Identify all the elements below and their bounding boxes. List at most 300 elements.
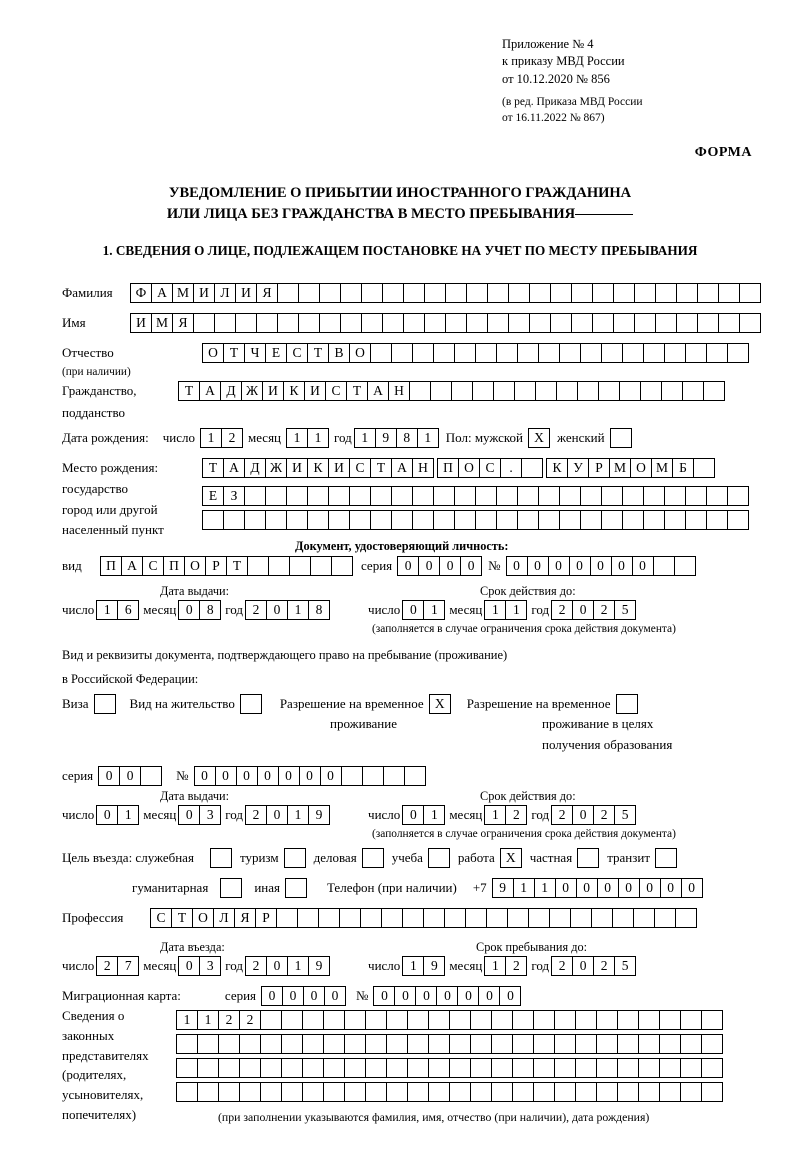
form-cell[interactable]: 0: [439, 556, 461, 576]
form-cell[interactable]: [682, 381, 704, 401]
form-cell[interactable]: 1: [287, 600, 309, 620]
form-cell[interactable]: [693, 458, 715, 478]
form-cell[interactable]: 0: [236, 766, 258, 786]
form-cell[interactable]: [386, 1058, 408, 1078]
form-cell[interactable]: 1: [484, 600, 506, 620]
form-cell[interactable]: [223, 510, 245, 530]
form-cell[interactable]: [643, 510, 665, 530]
form-cell[interactable]: [433, 486, 455, 506]
form-cell[interactable]: [739, 283, 761, 303]
form-cell[interactable]: [577, 848, 599, 868]
form-cell[interactable]: [533, 1058, 555, 1078]
form-cell[interactable]: И: [304, 381, 326, 401]
form-cell[interactable]: [260, 1058, 282, 1078]
form-cell[interactable]: Ч: [244, 343, 266, 363]
form-cell[interactable]: Я: [172, 313, 194, 333]
form-cell[interactable]: [659, 1010, 681, 1030]
form-cell[interactable]: [638, 1010, 660, 1030]
form-cell[interactable]: [202, 510, 224, 530]
form-cell[interactable]: 0: [415, 986, 437, 1006]
stay-number-input[interactable]: [194, 766, 426, 786]
form-cell[interactable]: [391, 510, 413, 530]
form-cell[interactable]: О: [349, 343, 371, 363]
form-cell[interactable]: 1: [505, 600, 527, 620]
form-cell[interactable]: 0: [555, 878, 577, 898]
form-cell[interactable]: [331, 556, 353, 576]
form-cell[interactable]: [403, 283, 425, 303]
form-cell[interactable]: 2: [245, 956, 267, 976]
mig-number-input[interactable]: [373, 986, 521, 1006]
form-cell[interactable]: [486, 908, 508, 928]
form-cell[interactable]: П: [100, 556, 122, 576]
form-cell[interactable]: [685, 486, 707, 506]
form-cell[interactable]: [472, 381, 494, 401]
form-cell[interactable]: 6: [117, 600, 139, 620]
form-cell[interactable]: 0: [178, 805, 200, 825]
form-cell[interactable]: Е: [265, 343, 287, 363]
form-cell[interactable]: А: [199, 381, 221, 401]
purpose-business-checkbox[interactable]: [362, 848, 384, 868]
form-cell[interactable]: [475, 486, 497, 506]
form-cell[interactable]: [409, 381, 431, 401]
form-cell[interactable]: [382, 283, 404, 303]
birth-city-row3-input[interactable]: [202, 510, 749, 530]
form-cell[interactable]: 1: [534, 878, 556, 898]
form-cell[interactable]: [260, 1034, 282, 1054]
form-cell[interactable]: [512, 1034, 534, 1054]
form-cell[interactable]: 0: [457, 986, 479, 1006]
surname-input[interactable]: [130, 283, 761, 303]
form-cell[interactable]: [239, 1082, 261, 1102]
form-cell[interactable]: [361, 313, 383, 333]
form-cell[interactable]: [643, 343, 665, 363]
form-cell[interactable]: [307, 486, 329, 506]
form-cell[interactable]: Т: [370, 458, 392, 478]
form-cell[interactable]: С: [142, 556, 164, 576]
form-cell[interactable]: 0: [478, 986, 500, 1006]
legal-rep-input-1[interactable]: [176, 1010, 723, 1030]
form-cell[interactable]: [386, 1034, 408, 1054]
form-cell[interactable]: Н: [412, 458, 434, 478]
doc-issue-month-input[interactable]: [178, 600, 221, 620]
form-cell[interactable]: И: [286, 458, 308, 478]
form-cell[interactable]: 0: [572, 600, 594, 620]
form-cell[interactable]: [340, 283, 362, 303]
form-cell[interactable]: [596, 1058, 618, 1078]
form-cell[interactable]: [638, 1058, 660, 1078]
form-cell[interactable]: 7: [117, 956, 139, 976]
form-cell[interactable]: [302, 1082, 324, 1102]
legal-rep-input-4[interactable]: [176, 1082, 723, 1102]
form-cell[interactable]: 5: [614, 805, 636, 825]
form-cell[interactable]: 9: [375, 428, 397, 448]
form-cell[interactable]: [302, 1010, 324, 1030]
form-cell[interactable]: 8: [308, 600, 330, 620]
patronymic-input[interactable]: [202, 343, 749, 363]
form-cell[interactable]: [496, 343, 518, 363]
stay-issue-day-input[interactable]: [96, 805, 139, 825]
form-cell[interactable]: [487, 313, 509, 333]
form-cell[interactable]: [319, 283, 341, 303]
form-cell[interactable]: [575, 1058, 597, 1078]
form-cell[interactable]: П: [437, 458, 459, 478]
doc-number-input[interactable]: [506, 556, 696, 576]
form-cell[interactable]: П: [163, 556, 185, 576]
form-cell[interactable]: [580, 343, 602, 363]
form-cell[interactable]: 0: [394, 986, 416, 1006]
form-cell[interactable]: [281, 1010, 303, 1030]
form-cell[interactable]: [622, 486, 644, 506]
form-cell[interactable]: [218, 1082, 240, 1102]
form-cell[interactable]: [491, 1082, 513, 1102]
form-cell[interactable]: [444, 908, 466, 928]
temp-residence-checkbox[interactable]: [429, 694, 451, 714]
form-cell[interactable]: [535, 381, 557, 401]
form-cell[interactable]: [268, 556, 290, 576]
form-cell[interactable]: 2: [551, 805, 573, 825]
form-cell[interactable]: [718, 313, 740, 333]
form-cell[interactable]: [284, 848, 306, 868]
form-cell[interactable]: [706, 510, 728, 530]
form-cell[interactable]: А: [391, 458, 413, 478]
form-cell[interactable]: 2: [551, 600, 573, 620]
form-cell[interactable]: 1: [287, 805, 309, 825]
form-cell[interactable]: 0: [397, 556, 419, 576]
form-cell[interactable]: [449, 1082, 471, 1102]
form-cell[interactable]: Т: [223, 343, 245, 363]
form-cell[interactable]: Л: [214, 283, 236, 303]
form-cell[interactable]: 0: [402, 600, 424, 620]
form-cell[interactable]: 9: [308, 956, 330, 976]
form-cell[interactable]: X: [500, 848, 522, 868]
form-cell[interactable]: [344, 1034, 366, 1054]
form-cell[interactable]: С: [349, 458, 371, 478]
form-cell[interactable]: 0: [98, 766, 120, 786]
form-cell[interactable]: [176, 1058, 198, 1078]
form-cell[interactable]: [220, 878, 242, 898]
stay-series-input[interactable]: [98, 766, 162, 786]
form-cell[interactable]: [318, 908, 340, 928]
form-cell[interactable]: 0: [618, 878, 640, 898]
form-cell[interactable]: [661, 381, 683, 401]
form-cell[interactable]: [428, 1034, 450, 1054]
form-cell[interactable]: [407, 1058, 429, 1078]
form-cell[interactable]: [610, 428, 632, 448]
form-cell[interactable]: 1: [286, 428, 308, 448]
form-cell[interactable]: [655, 848, 677, 868]
form-cell[interactable]: 1: [176, 1010, 198, 1030]
form-cell[interactable]: [286, 486, 308, 506]
form-cell[interactable]: И: [262, 381, 284, 401]
purpose-official-checkbox[interactable]: [210, 848, 232, 868]
form-cell[interactable]: [554, 1010, 576, 1030]
form-cell[interactable]: [239, 1034, 261, 1054]
form-cell[interactable]: [277, 283, 299, 303]
form-cell[interactable]: [508, 313, 530, 333]
form-cell[interactable]: 5: [614, 600, 636, 620]
form-cell[interactable]: [575, 1010, 597, 1030]
form-cell[interactable]: [659, 1058, 681, 1078]
form-cell[interactable]: [323, 1034, 345, 1054]
stay-valid-day-input[interactable]: [402, 805, 445, 825]
form-cell[interactable]: Ф: [130, 283, 152, 303]
form-cell[interactable]: 2: [593, 956, 615, 976]
form-cell[interactable]: [197, 1034, 219, 1054]
form-cell[interactable]: [433, 510, 455, 530]
form-cell[interactable]: [449, 1010, 471, 1030]
form-cell[interactable]: [470, 1082, 492, 1102]
form-cell[interactable]: [533, 1034, 555, 1054]
form-cell[interactable]: [701, 1058, 723, 1078]
form-cell[interactable]: [370, 343, 392, 363]
form-cell[interactable]: [451, 381, 473, 401]
form-cell[interactable]: [391, 486, 413, 506]
form-cell[interactable]: [549, 908, 571, 928]
form-cell[interactable]: [323, 1082, 345, 1102]
name-input[interactable]: [130, 313, 761, 333]
form-cell[interactable]: [344, 1058, 366, 1078]
form-cell[interactable]: 0: [506, 556, 528, 576]
form-cell[interactable]: [538, 343, 560, 363]
form-cell[interactable]: 0: [320, 766, 342, 786]
form-cell[interactable]: [256, 313, 278, 333]
form-cell[interactable]: Д: [244, 458, 266, 478]
form-cell[interactable]: 1: [513, 878, 535, 898]
form-cell[interactable]: 0: [681, 878, 703, 898]
form-cell[interactable]: [365, 1034, 387, 1054]
form-cell[interactable]: [265, 486, 287, 506]
form-cell[interactable]: Р: [205, 556, 227, 576]
birth-month-input[interactable]: [286, 428, 329, 448]
form-cell[interactable]: 0: [597, 878, 619, 898]
form-cell[interactable]: 1: [96, 600, 118, 620]
form-cell[interactable]: [140, 766, 162, 786]
form-cell[interactable]: Р: [588, 458, 610, 478]
doc-series-input[interactable]: [397, 556, 482, 576]
form-cell[interactable]: [512, 1058, 534, 1078]
form-cell[interactable]: [680, 1082, 702, 1102]
entry-month-input[interactable]: [178, 956, 221, 976]
form-cell[interactable]: 0: [178, 956, 200, 976]
form-cell[interactable]: [328, 510, 350, 530]
form-cell[interactable]: [680, 1058, 702, 1078]
form-cell[interactable]: [491, 1010, 513, 1030]
form-cell[interactable]: 0: [611, 556, 633, 576]
form-cell[interactable]: [512, 1010, 534, 1030]
form-cell[interactable]: [466, 283, 488, 303]
form-cell[interactable]: 0: [266, 956, 288, 976]
form-cell[interactable]: [674, 556, 696, 576]
form-cell[interactable]: 1: [484, 956, 506, 976]
form-cell[interactable]: И: [235, 283, 257, 303]
form-cell[interactable]: [197, 1058, 219, 1078]
form-cell[interactable]: [402, 908, 424, 928]
form-cell[interactable]: [554, 1058, 576, 1078]
residence-permit-checkbox[interactable]: [240, 694, 262, 714]
form-cell[interactable]: [407, 1034, 429, 1054]
form-cell[interactable]: Т: [171, 908, 193, 928]
form-cell[interactable]: О: [184, 556, 206, 576]
form-cell[interactable]: [302, 1034, 324, 1054]
form-cell[interactable]: М: [651, 458, 673, 478]
form-cell[interactable]: Д: [220, 381, 242, 401]
form-cell[interactable]: 1: [354, 428, 376, 448]
form-cell[interactable]: [676, 313, 698, 333]
form-cell[interactable]: [676, 283, 698, 303]
form-cell[interactable]: [654, 908, 676, 928]
form-cell[interactable]: [370, 486, 392, 506]
form-cell[interactable]: [260, 1082, 282, 1102]
legal-rep-input-2[interactable]: [176, 1034, 723, 1054]
form-cell[interactable]: [706, 343, 728, 363]
form-cell[interactable]: О: [202, 343, 224, 363]
form-cell[interactable]: 0: [324, 986, 346, 1006]
form-cell[interactable]: [507, 908, 529, 928]
form-cell[interactable]: [370, 510, 392, 530]
form-cell[interactable]: [538, 510, 560, 530]
form-cell[interactable]: [617, 1082, 639, 1102]
form-cell[interactable]: 0: [660, 878, 682, 898]
form-cell[interactable]: С: [286, 343, 308, 363]
stay-issue-month-input[interactable]: [178, 805, 221, 825]
form-cell[interactable]: [365, 1058, 387, 1078]
form-cell[interactable]: [596, 1034, 618, 1054]
form-cell[interactable]: [319, 313, 341, 333]
form-cell[interactable]: [619, 381, 641, 401]
form-cell[interactable]: [428, 1082, 450, 1102]
form-cell[interactable]: 0: [632, 556, 654, 576]
form-cell[interactable]: [475, 343, 497, 363]
form-cell[interactable]: [365, 1010, 387, 1030]
form-cell[interactable]: [550, 313, 572, 333]
form-cell[interactable]: [508, 283, 530, 303]
form-cell[interactable]: 0: [215, 766, 237, 786]
purpose-other-checkbox[interactable]: [285, 878, 307, 898]
form-cell[interactable]: [235, 313, 257, 333]
form-cell[interactable]: 1: [423, 600, 445, 620]
form-cell[interactable]: [634, 313, 656, 333]
form-cell[interactable]: 1: [417, 428, 439, 448]
form-cell[interactable]: 2: [221, 428, 243, 448]
citizenship-input[interactable]: [178, 381, 725, 401]
form-cell[interactable]: Т: [178, 381, 200, 401]
form-cell[interactable]: [449, 1034, 471, 1054]
form-cell[interactable]: 0: [590, 556, 612, 576]
form-cell[interactable]: [571, 313, 593, 333]
form-cell[interactable]: [514, 381, 536, 401]
form-cell[interactable]: [571, 283, 593, 303]
form-cell[interactable]: 8: [396, 428, 418, 448]
form-cell[interactable]: И: [193, 283, 215, 303]
profession-input[interactable]: [150, 908, 697, 928]
form-cell[interactable]: [701, 1034, 723, 1054]
form-cell[interactable]: [210, 848, 232, 868]
form-cell[interactable]: [349, 510, 371, 530]
form-cell[interactable]: О: [192, 908, 214, 928]
purpose-private-checkbox[interactable]: [577, 848, 599, 868]
purpose-study-checkbox[interactable]: [428, 848, 450, 868]
form-cell[interactable]: [465, 908, 487, 928]
form-cell[interactable]: 2: [505, 805, 527, 825]
form-cell[interactable]: 2: [239, 1010, 261, 1030]
form-cell[interactable]: [640, 381, 662, 401]
form-cell[interactable]: [496, 486, 518, 506]
form-cell[interactable]: [281, 1058, 303, 1078]
form-cell[interactable]: 0: [261, 986, 283, 1006]
form-cell[interactable]: [701, 1010, 723, 1030]
form-cell[interactable]: В: [328, 343, 350, 363]
legal-rep-input-3[interactable]: [176, 1058, 723, 1078]
form-cell[interactable]: [218, 1034, 240, 1054]
form-cell[interactable]: [281, 1082, 303, 1102]
form-cell[interactable]: О: [458, 458, 480, 478]
form-cell[interactable]: [339, 908, 361, 928]
form-cell[interactable]: [265, 510, 287, 530]
form-cell[interactable]: К: [546, 458, 568, 478]
form-cell[interactable]: [428, 1010, 450, 1030]
form-cell[interactable]: 2: [245, 805, 267, 825]
form-cell[interactable]: [470, 1010, 492, 1030]
form-cell[interactable]: 0: [257, 766, 279, 786]
form-cell[interactable]: [475, 510, 497, 530]
form-cell[interactable]: [428, 848, 450, 868]
form-cell[interactable]: [466, 313, 488, 333]
form-cell[interactable]: [727, 343, 749, 363]
form-cell[interactable]: [328, 486, 350, 506]
purpose-humanitarian-checkbox[interactable]: [220, 878, 242, 898]
form-cell[interactable]: 0: [569, 556, 591, 576]
form-cell[interactable]: [302, 1058, 324, 1078]
form-cell[interactable]: [577, 381, 599, 401]
form-cell[interactable]: 0: [499, 986, 521, 1006]
form-cell[interactable]: [643, 486, 665, 506]
form-cell[interactable]: [685, 510, 707, 530]
form-cell[interactable]: М: [172, 283, 194, 303]
form-cell[interactable]: [247, 556, 269, 576]
form-cell[interactable]: [533, 1010, 555, 1030]
form-cell[interactable]: [260, 1010, 282, 1030]
form-cell[interactable]: [362, 766, 384, 786]
form-cell[interactable]: С: [150, 908, 172, 928]
form-cell[interactable]: [344, 1010, 366, 1030]
form-cell[interactable]: [596, 1010, 618, 1030]
form-cell[interactable]: 1: [307, 428, 329, 448]
form-cell[interactable]: [612, 908, 634, 928]
form-cell[interactable]: [727, 486, 749, 506]
entry-day-input[interactable]: [96, 956, 139, 976]
form-cell[interactable]: [310, 556, 332, 576]
purpose-work-checkbox[interactable]: [500, 848, 522, 868]
form-cell[interactable]: 0: [460, 556, 482, 576]
form-cell[interactable]: [176, 1034, 198, 1054]
form-cell[interactable]: Л: [213, 908, 235, 928]
form-cell[interactable]: 8: [199, 600, 221, 620]
form-cell[interactable]: [340, 313, 362, 333]
sex-male-checkbox[interactable]: [528, 428, 550, 448]
form-cell[interactable]: [570, 908, 592, 928]
form-cell[interactable]: [176, 1082, 198, 1102]
form-cell[interactable]: [655, 313, 677, 333]
form-cell[interactable]: А: [121, 556, 143, 576]
form-cell[interactable]: [240, 694, 262, 714]
form-cell[interactable]: [391, 343, 413, 363]
stay-valid-month-input[interactable]: [484, 805, 527, 825]
form-cell[interactable]: [538, 486, 560, 506]
form-cell[interactable]: Ж: [265, 458, 287, 478]
form-cell[interactable]: [381, 908, 403, 928]
visa-checkbox[interactable]: [94, 694, 116, 714]
form-cell[interactable]: [403, 313, 425, 333]
